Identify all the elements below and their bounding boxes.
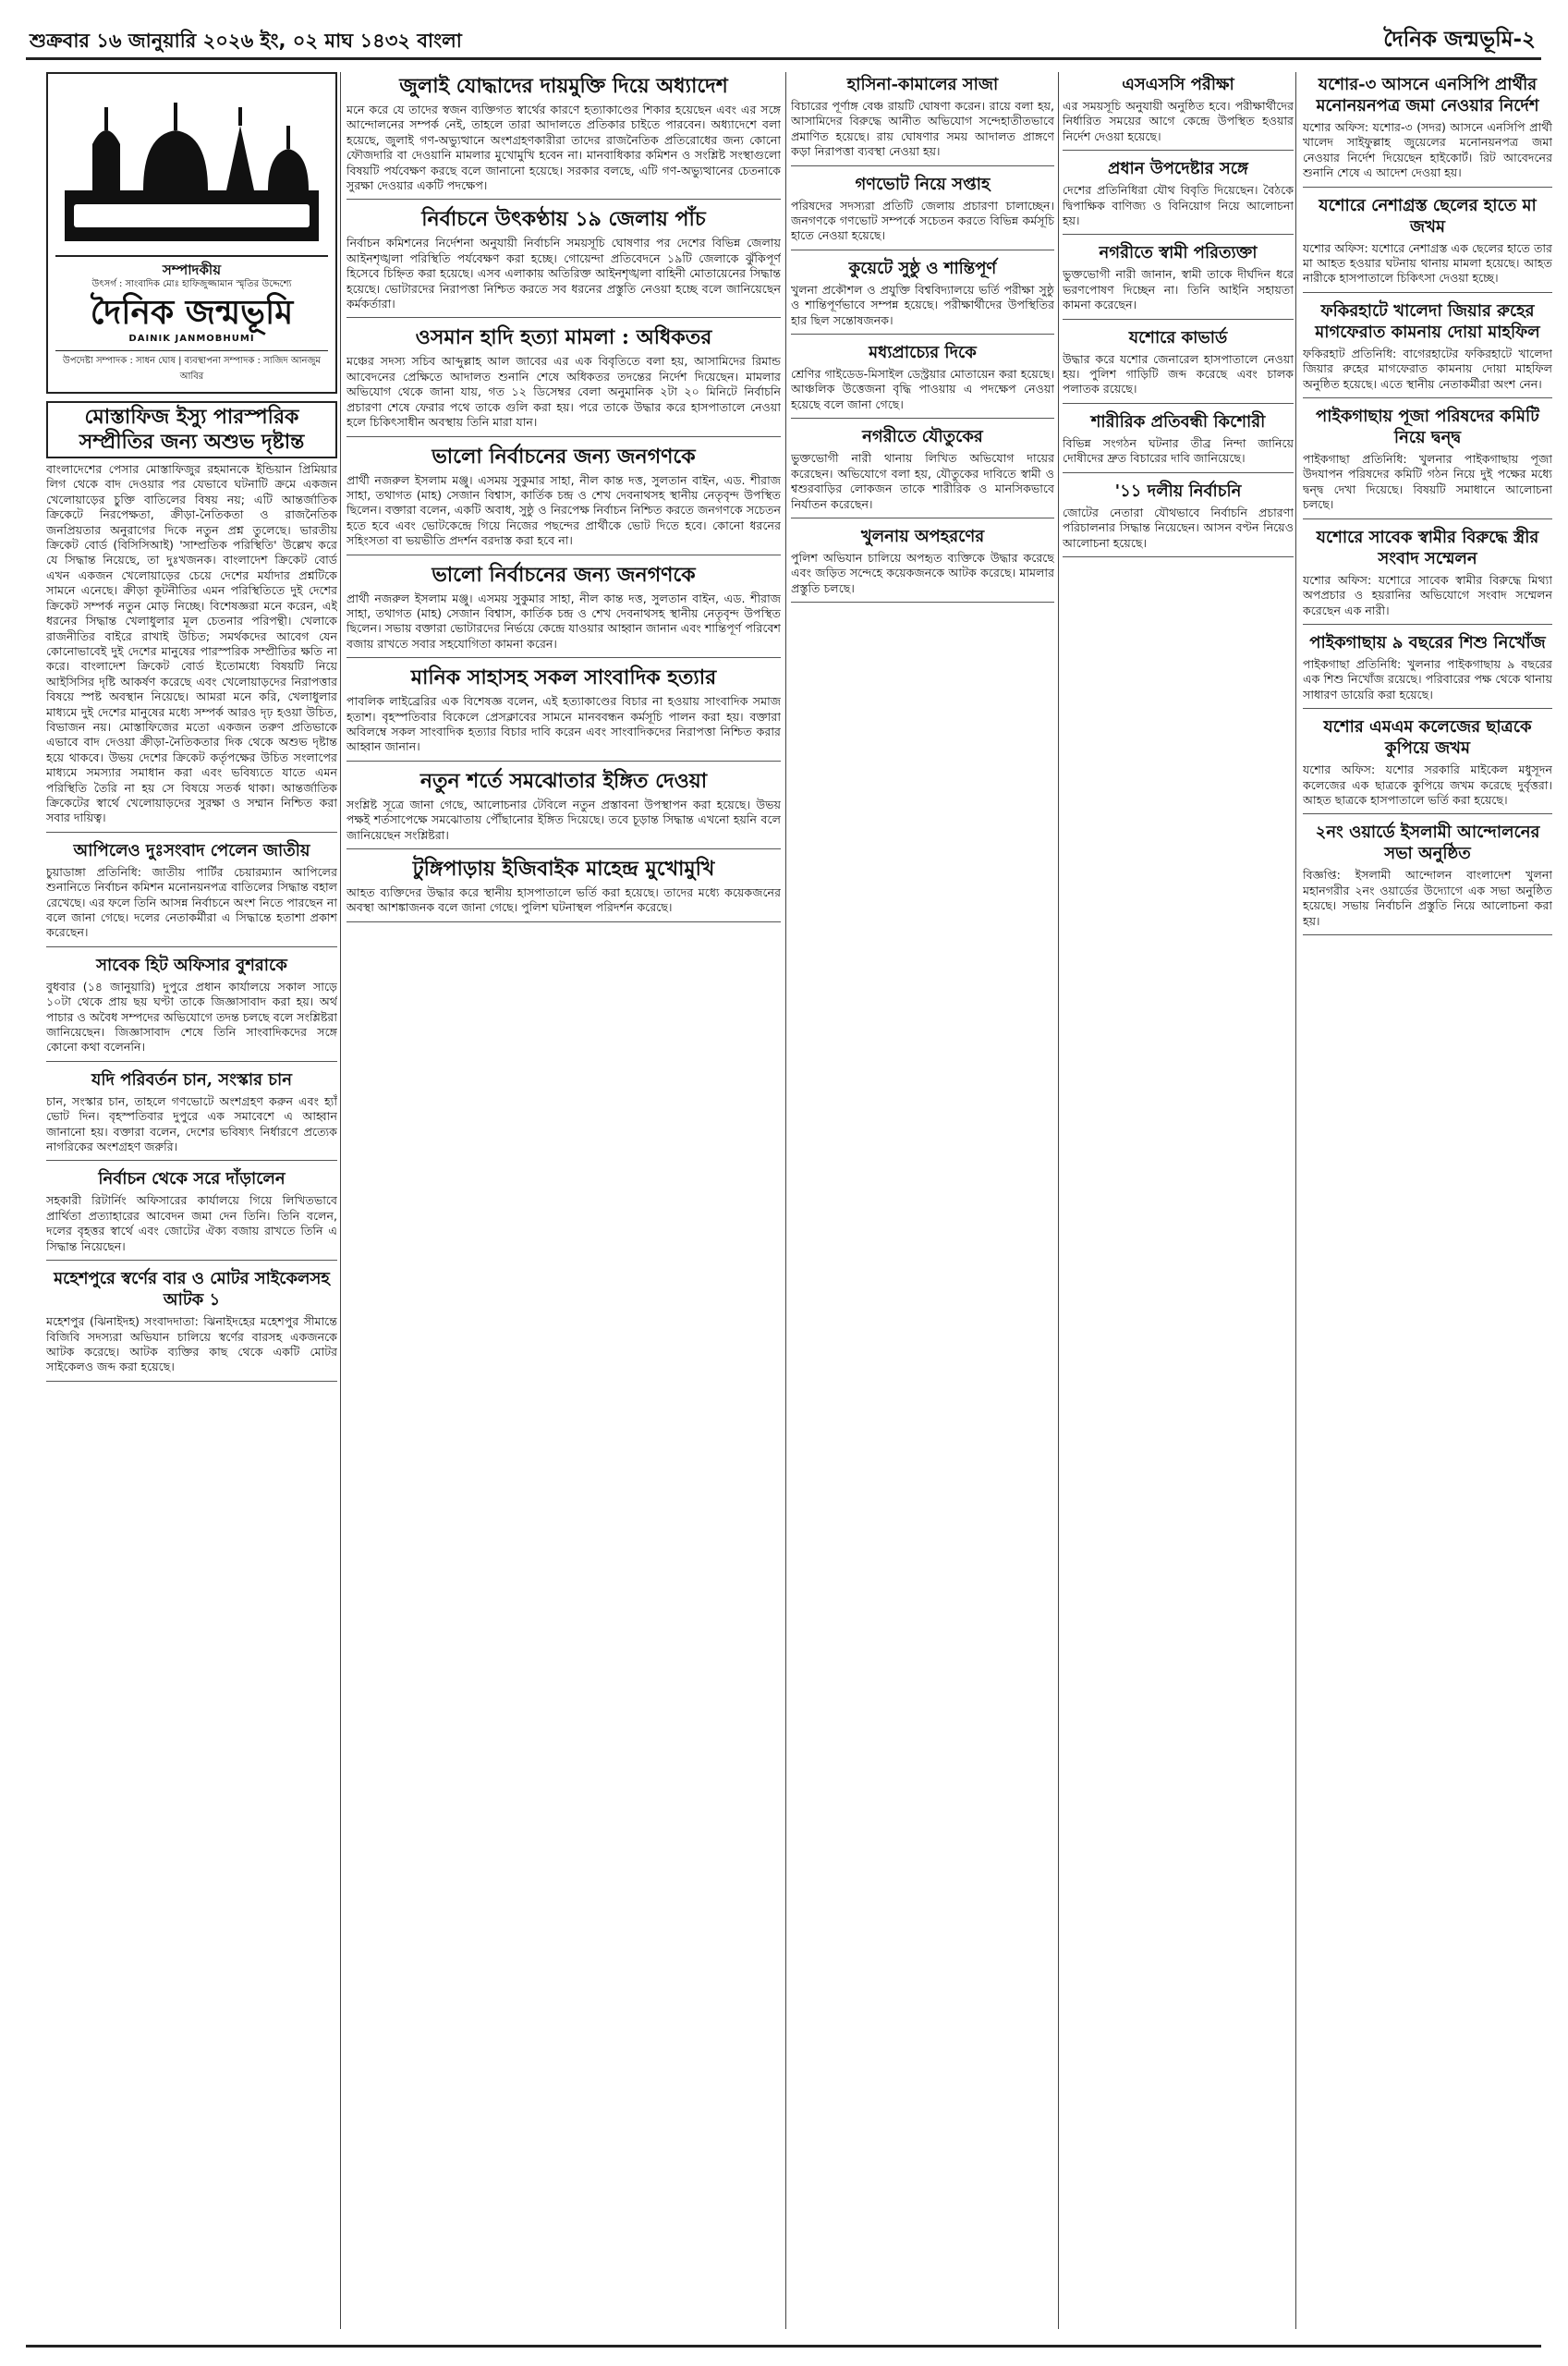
article <box>346 74 781 200</box>
article-body: সহকারী রিটার্নিং অফিসারের কার্যালয়ে গিয়ে লিখিতভাবে প্রার্থিতা প্রত্যাহারের আবেদন জমা দেন তিনি। তিনি বলেন, দলের বৃহত্তর স্বার্থে এবং জোটের ঐক্য বজায় রাখতে তিনি এ সিদ্ধান্ত নিয়েছেন। <box>46 1193 337 1253</box>
article-headline: হাসিনা-কামালের সাজা <box>846 75 999 94</box>
column-divider <box>1058 72 1059 2329</box>
article-headline: খুলনায় অপহরণের <box>860 526 985 546</box>
article-body: ভুক্তভোগী নারী থানায় লিখিত অভিযোগ দায়ের করেছেন। অভিযোগে বলা হয়, যৌতুকের দাবিতে স্বামী ও শ্বশুরবাড়ির লোকজন তাকে শারীরিক ও মানসিকভাবে নির্যাতন করেছেন। <box>791 451 1054 511</box>
article-headline: পাইকগাছায় ৯ বছরের শিশু নিখোঁজ <box>1309 632 1546 652</box>
article <box>46 401 337 833</box>
article-headline: ওসমান হাদি হত্যা মামলা : অধিকতর <box>415 325 712 350</box>
article-headline: টুঙ্গিপাড়ায় ইজিবাইক মাহেন্দ্র মুখোমুখি <box>412 857 715 881</box>
editors-line: উপদেষ্টা সম্পাদক : সাধন ঘোষ | ব্যবস্থাপনা সম্পাদক : সাজিদ আনজুম আবির <box>55 350 328 384</box>
column-divider <box>1295 72 1296 2329</box>
article-body: দেশের প্রতিনিধিরা যৌথ বিবৃতি দিয়েছেন। বৈঠকে দ্বিপাক্ষিক বাণিজ্য ও বিনিয়োগ নিয়ে আলোচনা হয়। <box>1063 183 1294 228</box>
article-body: যশোর অফিস: যশোর-৩ (সদর) আসনে এনসিপি প্রার্থী খালেদ সাইফুল্লাহ জুয়েলের মনোনয়নপত্র জমা নেওয়ার নির্দেশ দিয়েছেন হাইকোর্ট। রিট আবেদনের শুনানি শেষে এ আদেশ দেওয়া হয়। <box>1303 120 1552 180</box>
temple-mosque-silhouette-icon <box>55 79 328 253</box>
article <box>1063 158 1294 235</box>
article <box>46 1268 337 1382</box>
article-headline: নির্বাচন থেকে সরে দাঁড়ালেন <box>98 1169 286 1189</box>
article-body: বাংলাদেশের পেসার মোস্তাফিজুর রহমানকে ইন্ডিয়ান প্রিমিয়ার লিগ থেকে বাদ দেওয়ার পর যেভাবে ঘটনাটি ক্রমে একজন খেলোয়াড়ের চুক্তি বাতিলের বিষয় নয়; এটি আন্তর্জাতিক ক্রিকেটে নিরপেক্ষতা, ক্রীড়া-নৈতিকতা ও রাজনৈতিক জনপ্রিয়তার অনুরাগের দিকে নতুন প্রশ্ন তুলেছে। ভারতীয় ক্রিকেট বোর্ড (বিসিসিআই) 'সাম্প্রতিক পরিস্থিতি' উল্লেখ করে যে সিদ্ধান্ত নিয়েছে, তা দুঃখজনক। বাংলাদেশ ক্রিকেট বোর্ড এখন একজন খেলোয়াড়ের চেয়ে দেশের মর্যাদার প্রশ্নটিকে সামনে এনেছে। ক্রীড়া কূটনীতির এমন পরিস্থিতিতে দুই দেশের ক্রিকেট সম্পর্ক নতুন মোড় নিচ্ছে। বিশেষজ্ঞরা মনে করেন, এই ধরনের সিদ্ধান্ত খেলাধুলার মূল চেতনার পরিপন্থী। খেলাকে রাজনীতির বাইরে রাখাই উচিত; সমর্থকদের আবেগ যেন কোনোভাবেই দুই দেশের মানুষের পারস্পরিক সম্প্রীতির ক্ষতি না করে। বাংলাদেশ ক্রিকেট বোর্ড ইতোমধ্যে বিষয়টি নিয়ে আইসিসির দৃষ্টি আকর্ষণ করেছে এবং খেলোয়াড়দের নিরাপত্তার বিষয়ে স্পষ্ট অবস্থান নিয়েছে। আমরা মনে করি, খেলাধুলার মাধ্যমে দুই দেশের মানুষের মধ্যে সম্পর্ক আরও দৃঢ় হওয়া উচিত, বিভাজন নয়। মোস্তাফিজের মতো একজন তরুণ প্রতিভাকে এভাবে বাদ দেওয়া ক্রীড়া-নৈতিকতার দিক থেকে অশুভ দৃষ্টান্ত হয়ে থাকবে। উভয় দেশের ক্রিকেট কর্তৃপক্ষের উচিত সংলাপের মাধ্যমে সমস্যার সমাধান করা এবং ভবিষ্যতে যাতে এমন পরিস্থিতি তৈরি না হয় সে বিষয়ে সতর্ক থাকা। আন্তর্জাতিক ক্রিকেটের স্বার্থে খেলোয়াড়দের সুরক্ষা ও সম্মান নিশ্চিত করা সবার দায়িত্ব। <box>46 462 337 825</box>
article-headline: '১১ দলীয় নির্বাচনি <box>1114 481 1242 501</box>
article-headline: মহেশপুরে স্বর্ণের বার ও মোটর সাইকেলসহ আটক ১ <box>54 1269 330 1311</box>
column-2 <box>346 72 781 2329</box>
article-body: খুলনা প্রকৌশল ও প্রযুক্তি বিশ্ববিদ্যালয়ে ভর্তি পরীক্ষা সুষ্ঠু ও শান্তিপূর্ণভাবে সম্পন্ন হয়েছে। পরীক্ষার্থীদের উপস্থিতির হার ছিল সন্তোষজনক। <box>791 282 1054 327</box>
article-body: আহত ব্যক্তিদের উদ্ধার করে স্থানীয় হাসপাতালে ভর্তি করা হয়েছে। তাদের মধ্যে কয়েকজনের অবস্থা আশঙ্কাজনক বলে জানা গেছে। পুলিশ ঘটনাস্থল পরিদর্শন করেছে। <box>346 885 781 915</box>
article <box>346 325 781 436</box>
article-headline: শারীরিক প্রতিবন্ধী কিশোরী <box>1090 411 1266 432</box>
article-body: চুয়াডাঙ্গা প্রতিনিধি: জাতীয় পার্টির চেয়ারম্যান আপিলের শুনানিতে নির্বাচন কমিশন মনোনয়নপত্র বাতিলের সিদ্ধান্ত বহাল রেখেছে। এর ফলে তিনি আসন্ন নির্বাচনে অংশ নিতে পারছেন না বলে জানা গেছে। দলের নেতাকর্মীরা এ সিদ্ধান্তে হতাশা প্রকাশ করেছেন। <box>46 864 337 940</box>
article <box>1063 74 1294 151</box>
article <box>346 207 781 318</box>
article-headline: যশোরে সাবেক স্বামীর বিরুদ্ধে স্ত্রীর সংবাদ সম্মেলন <box>1316 527 1539 568</box>
article-body: মহেশপুর (ঝিনাইদহ) সংবাদদাতা: ঝিনাইদহের মহেশপুর সীমান্তে বিজিবি সদস্যরা অভিযান চালিয়ে স্বর্ণের বারসহ একজনকে আটক করেছে। আটক ব্যক্তির কাছ থেকে একটি মোটর সাইকেলও জব্দ করা হয়েছে। <box>46 1314 337 1374</box>
article-body: নির্বাচন কমিশনের নির্দেশনা অনুযায়ী নির্বাচনি সময়সূচি ঘোষণার পর দেশের বিভিন্ন জেলায় আইনশৃঙ্খলা পরিস্থিতি পর্যবেক্ষণ করা হচ্ছে। গোয়েন্দা প্রতিবেদনে ১৯টি জেলাকে ঝুঁকিপূর্ণ হিসেবে চিহ্নিত করা হয়েছে। এসব এলাকায় অতিরিক্ত আইনশৃঙ্খলা বাহিনী মোতায়েনের সিদ্ধান্ত হয়েছে। ভোটারদের নিরাপত্তা নিশ্চিত করতে সব ধরনের প্রস্তুতি নেওয়া হচ্ছে বলে জানিয়েছেন কর্মকর্তারা। <box>346 236 781 311</box>
article-headline: ২নং ওয়ার্ডে ইসলামী আন্দোলনের সভা অনুষ্ঠিত <box>1315 823 1540 864</box>
article-body: পুলিশ অভিযান চালিয়ে অপহৃত ব্যক্তিকে উদ্ধার করেছে এবং জড়িত সন্দেহে কয়েকজনকে আটক করেছে। মামলার প্রস্তুতি চলছে। <box>791 550 1054 595</box>
article-headline: পাইকগাছায় পূজা পরিষদের কমিটি নিয়ে দ্বন্দ্ব <box>1316 407 1539 448</box>
article-headline: এসএসসি পরীক্ষা <box>1122 75 1234 94</box>
article-body: ভুক্তভোগী নারী জানান, স্বামী তাকে দীর্ঘদিন ধরে ভরণপোষণ দিচ্ছেন না। তিনি আইনি সহায়তা কামনা করেছেন। <box>1063 267 1294 312</box>
article-headline: যশোর-৩ আসনে এনসিপি প্রার্থীর মনোনয়নপত্র জমা নেওয়ার নির্দেশ <box>1316 75 1539 116</box>
article-headline: আপিলেও দুঃসংবাদ পেলেন জাতীয় <box>73 840 310 860</box>
article-headline: যশোর এমএম কলেজের ছাত্রকে কুপিয়ে জখম <box>1323 717 1532 759</box>
article <box>46 955 337 1062</box>
column-divider <box>340 72 341 2329</box>
article <box>346 857 781 922</box>
editorial-dedication: উৎসর্গ : সাংবাদিক মোঃ হাফিজুজ্জামান স্মৃতির উদ্দেশ্যে <box>91 279 292 290</box>
article-body: যশোর অফিস: যশোরে নেশাগ্রস্ত এক ছেলের হাতে তার মা আহত হওয়ার ঘটনায় থানায় মামলা হয়েছে। আহত নারীকে হাসপাতালে চিকিৎসা দেওয়া হচ্ছে। <box>1303 240 1552 286</box>
article-body: পাইকগাছা প্রতিনিধি: খুলনার পাইকগাছায় ৯ বছরের এক শিশু নিখোঁজ রয়েছে। পরিবারের পক্ষ থেকে থানায় সাধারণ ডায়েরি করা হয়েছে। <box>1303 656 1552 701</box>
article-headline: জুলাই যোদ্ধাদের দায়মুক্তি দিয়ে অধ্যাদেশ <box>399 74 728 98</box>
article-body: চান, সংস্কার চান, তাহলে গণভোটে অংশগ্রহণ করুন এবং হ্যাঁ ভোট দিন। বৃহস্পতিবার দুপুরে এক সমাবেশে এ আহ্বান জানানো হয়। বক্তারা বলেন, দেশের ভবিষ্যৎ নির্ধারণে প্রত্যেক নাগরিকের অংশগ্রহণ জরুরি। <box>46 1093 337 1154</box>
article-body: ফকিরহাট প্রতিনিধি: বাগেরহাটের ফকিরহাটে খালেদা জিয়ার রুহের মাগফেরাত কামনায় দোয়া মাহফিল অনুষ্ঠিত হয়েছে। এতে স্থানীয় নেতাকর্মীরা অংশ নেন। <box>1303 346 1552 391</box>
article-body: উদ্ধার করে যশোর জেনারেল হাসপাতালে নেওয়া হয়। পুলিশ গাড়িটি জব্দ করেছে এবং চালক পলাতক রয়েছে। <box>1063 351 1294 396</box>
article-headline: যশোরে কাভার্ড <box>1128 327 1228 348</box>
article-body: প্রার্থী নজরুল ইসলাম মঞ্জু। এসময় সুকুমার সাহা, নীল কান্ত দত্ত, সুলতান বাইন, এড. শীরাজ সাহা, তথাগত (মাহ) সেজান বিশ্বাস, কার্তিক চন্দ্র ও শেখ দেবনাথসহ স্থানীয় নেতৃবৃন্দ উপস্থিত ছিলেন। বক্তারা বলেন, একটি অবাধ, সুষ্ঠু ও নিরপেক্ষ নির্বাচন নিশ্চিত করতে জনগণকে সচেতন হতে হবে এবং ভোটকেন্দ্রে গিয়ে নিজের পছন্দের প্রার্থীকে ভোট দিতে হবে। কোনো ধরনের সহিংসতা বা ভয়ভীতি প্রদর্শন বরদাস্ত করা হবে না। <box>346 472 781 548</box>
article-body: যশোর অফিস: যশোর সরকারি মাইকেল মধুসূদন কলেজের এক ছাত্রকে কুপিয়ে জখম করেছে দুর্বৃত্তরা। আহত ছাত্রকে হাসপাতালে ভর্তি করা হয়েছে। <box>1303 762 1552 807</box>
article <box>1303 195 1552 293</box>
article-body: বুধবার (১৪ জানুয়ারি) দুপুরে প্রধান কার্যালয়ে সকাল সাড়ে ১০টা থেকে প্রায় ছয় ঘণ্টা তাকে জিজ্ঞাসাবাদ করা হয়। অর্থ পাচার ও অবৈধ সম্পদের অভিযোগে তদন্ত চলছে বলে সংশ্লিষ্টরা জানিয়েছেন। জিজ্ঞাসাবাদ শেষে তিনি সাংবাদিকদের সঙ্গে কোনো কথা বলেননি। <box>46 979 337 1055</box>
article <box>791 74 1054 166</box>
page-header <box>26 20 1541 60</box>
article-headline: নির্বাচনে উৎকণ্ঠায় ১৯ জেলায় পাঁচ <box>421 207 706 232</box>
article-body: প্রার্থী নজরুল ইসলাম মঞ্জু। এসময় সুকুমার সাহা, নীল কান্ত দত্ত, সুলতান বাইন, এড. শীরাজ সাহা, তথাগত (মাহ) সেজান বিশ্বাস, কার্তিক চন্দ্র ও শেখ দেবনাথসহ স্থানীয় নেতৃবৃন্দ উপস্থিত ছিলেন। সভায় বক্তারা ভোটারদের নির্ভয়ে কেন্দ্রে যাওয়ার আহ্বান জানান এবং শান্তিপূর্ণ পরিবেশ বজায় রাখতে সবার সহযোগিতা কামনা করেন। <box>346 591 781 651</box>
article <box>1303 822 1552 935</box>
article <box>1303 527 1552 625</box>
article-headline: নতুন শর্তে সমঝোতার ইঙ্গিত দেওয়া <box>419 768 708 793</box>
article-body: বিজ্ঞপ্তি: ইসলামী আন্দোলন বাংলাদেশ খুলনা মহানগরীর ২নং ওয়ার্ডের উদ্যোগে এক সভা অনুষ্ঠিত হয়েছে। সভায় নির্বাচনি প্রস্তুতি নিয়ে আলোচনা করা হয়। <box>1303 868 1552 928</box>
article-headline: যদি পরিবর্তন চান, সংস্কার চান <box>91 1069 292 1090</box>
article-headline: মানিক সাহাসহ সকল সাংবাদিক হত্যার <box>410 665 717 690</box>
article <box>1063 481 1294 557</box>
article-body: পরিষদের সদস্যরা প্রতিটি জেলায় প্রচারণা চালাচ্ছেন। জনগণকে গণভোট সম্পর্কে সচেতন করতে বিভিন্ন কর্মসূচি হাতে নেওয়া হয়েছে। <box>791 198 1054 243</box>
column-5 <box>1303 72 1552 2329</box>
editorial-box <box>46 72 337 394</box>
article <box>791 526 1054 603</box>
article-headline: মোস্তাফিজ ইস্যু পারস্পরিক সম্প্রীতির জন্য অশুভ দৃষ্টান্ত <box>46 401 337 458</box>
article-headline: গণভোট নিয়ে সপ্তাহ <box>855 174 991 194</box>
column-3 <box>791 72 1054 2329</box>
article-body: এর সময়সূচি অনুযায়ী অনুষ্ঠিত হবে। পরীক্ষার্থীদের নির্ধারিত সময়ের আগে কেন্দ্রে উপস্থিত হওয়ার নির্দেশ দেওয়া হয়েছে। <box>1063 99 1294 143</box>
article-body: পাইকগাছা প্রতিনিধি: খুলনার পাইকগাছায় পূজা উদযাপন পরিষদের কমিটি গঠন নিয়ে দুই পক্ষের মধ্যে দ্বন্দ্ব দেখা দিয়েছে। বিষয়টি সমাধানে আলোচনা চলছে। <box>1303 452 1552 512</box>
article-headline: ভালো নির্বাচনের জন্য জনগণকে <box>432 444 696 469</box>
article <box>791 258 1054 335</box>
newspaper-name: দৈনিক জন্মভূমি <box>90 292 294 332</box>
issue-date: শুক্রবার ১৬ জানুয়ারি ২০২৬ ইং, ০২ মাঘ ১৪৩২ বাংলা <box>30 30 462 52</box>
article-headline: সাবেক হিট অফিসার বুশরাকে <box>96 955 287 975</box>
article-headline: ফকিরহাটে খালেদা জিয়ার রুহের মাগফেরাত কামনায় দোয়া মাহফিল <box>1315 300 1540 342</box>
article <box>346 445 781 555</box>
article-body: মঞ্চের সদস্য সচিব আব্দুল্লাহ আল জাবের এর এক বিবৃতিতে বলা হয়, আসামিদের রিমান্ড আবেদনের প্রেক্ষিতে আদালত শুনানি শেষে অধিকতর তদন্তের নির্দেশ দিয়েছেন। মামলার অভিযোগ থেকে জানা যায়, গত ১২ ডিসেম্বর বেলা অনুমানিক ২টা ২০ মিনিটে নির্বাচনি প্রচারণা শেষে ফেরার পথে তাকে গুলি করা হয়। পরে তাকে উদ্ধার করে হাসপাতালে নেওয়া হলে চিকিৎসাধীন অবস্থায় তিনি মারা যান। <box>346 354 781 430</box>
article-body: শ্রেণির গাইডেড-মিসাইল ডেস্ট্রয়ার মোতায়েন করা হয়েছে। আঞ্চলিক উত্তেজনা বৃদ্ধি পাওয়ায় এ পদক্ষেপ নেওয়া হয়েছে বলে জানা গেছে। <box>791 367 1054 411</box>
article <box>1063 411 1294 473</box>
article <box>1303 74 1552 188</box>
article-headline: মধ্যপ্রাচ্যের দিকে <box>869 343 977 363</box>
article-headline: কুয়েটে সুষ্ঠু ও শান্তিপূর্ণ <box>848 258 997 278</box>
column-divider <box>785 72 786 2329</box>
article <box>346 769 781 849</box>
article <box>1063 242 1294 319</box>
article <box>346 563 781 659</box>
article-headline: ভালো নির্বাচনের জন্য জনগণকে <box>432 562 696 587</box>
article <box>46 840 337 947</box>
column-1 <box>46 72 337 2329</box>
article <box>1303 632 1552 709</box>
article-body: বিচারের পূর্ণাঙ্গ বেঞ্চ রায়টি ঘোষণা করেন। রায়ে বলা হয়, আসামিদের বিরুদ্ধে আনীত অভিযোগ সন্দেহাতীতভাবে প্রমাণিত হয়েছে। রায় ঘোষণার সময় আদালত প্রাঙ্গণে কড়া নিরাপত্তা ব্যবস্থা নেওয়া হয়। <box>791 99 1054 159</box>
article <box>346 665 781 762</box>
masthead-page-label: দৈনিক জন্মভূমি-২ <box>1383 28 1536 52</box>
article <box>791 342 1054 419</box>
article-body: মনে করে যে তাদের স্বজন ব্যক্তিগত স্বার্থের কারণে হত্যাকাণ্ডের শিকার হয়েছেন এবং এর সঙ্গে আন্দোলনের সম্পর্ক নেই, তাহলে তারা আদালতে প্রতিকার চাইতে পারবেন। অধ্যাদেশে বলা হয়েছে, জুলাই গণ-অভ্যুত্থানে অংশগ্রহণকারীরা তাদের রাজনৈতিক প্রতিরোধের জন্য কোনো ফৌজদারি বা দেওয়ানি মামলার মুখোমুখি হবেন না। মানবাধিকার কমিশন ও সংশ্লিষ্ট সংস্থাগুলো বিষয়টি পর্যবেক্ষণ করছে বলে জানানো হয়েছে। সরকার বলছে, এটি গণ-অভ্যুত্থানের চেতনাকে সুরক্ষা দেওয়ার একটি পদক্ষেপ। <box>346 103 781 193</box>
article-body: সংশ্লিষ্ট সূত্রে জানা গেছে, আলোচনার টেবিলে নতুন প্রস্তাবনা উপস্থাপন করা হয়েছে। উভয় পক্ষই শর্তসাপেক্ষে সমঝোতায় পৌঁছানোর ইঙ্গিত দিয়েছে। তবে চূড়ান্ত সিদ্ধান্ত এখনো হয়নি বলে জানিয়েছেন সংশ্লিষ্টরা। <box>346 797 781 842</box>
article <box>1303 300 1552 398</box>
article <box>1063 327 1294 404</box>
article-headline: নগরীতে স্বামী পরিত্যক্তা <box>1099 243 1258 263</box>
editorial-label: সম্পাদকীয় <box>162 262 222 278</box>
article-body: যশোর অফিস: যশোরে সাবেক স্বামীর বিরুদ্ধে মিথ্যা অপপ্রচার ও হয়রানির অভিযোগে সংবাদ সম্মেলন করেছেন এক নারী। <box>1303 572 1552 617</box>
newspaper-name-english: DAINIK JANMOBHUMI <box>128 333 255 344</box>
article <box>1303 716 1552 814</box>
article-headline: যশোরে নেশাগ্রস্ত ছেলের হাতে মা জখম <box>1319 195 1537 237</box>
article <box>46 1069 337 1162</box>
article <box>791 426 1054 518</box>
article <box>46 1168 337 1261</box>
editorial-banner <box>55 79 328 257</box>
article-body: বিভিন্ন সংগঠন ঘটনার তীব্র নিন্দা জানিয়ে দোষীদের দ্রুত বিচারের দাবি জানিয়েছে। <box>1063 435 1294 466</box>
page-footer-rule <box>26 2345 1541 2348</box>
article-headline: প্রধান উপদেষ্টার সঙ্গে <box>1108 159 1248 179</box>
column-4 <box>1063 72 1294 2329</box>
article <box>1303 406 1552 519</box>
article-headline: নগরীতে যৌতুকের <box>862 427 983 447</box>
article-body: পাবলিক লাইব্রেরির এক বিশেষজ্ঞ বলেন, এই হত্যাকাণ্ডের বিচার না হওয়ায় সাংবাদিক সমাজ হতাশ। বৃহস্পতিবার বিকেলে প্রেসক্লাবের সামনে মানববন্ধন কর্মসূচি পালন করা হয়। বক্তারা অবিলম্বে সকল সাংবাদিক হত্যার বিচার দাবি করেন এবং সাংবাদিকদের নিরাপত্তা নিশ্চিত করার আহ্বান জানান। <box>346 694 781 754</box>
article <box>791 174 1054 250</box>
article-body: জোটের নেতারা যৌথভাবে নির্বাচনি প্রচারণা পরিচালনার সিদ্ধান্ত নিয়েছেন। আসন বণ্টন নিয়েও আলোচনা হয়েছে। <box>1063 505 1294 550</box>
